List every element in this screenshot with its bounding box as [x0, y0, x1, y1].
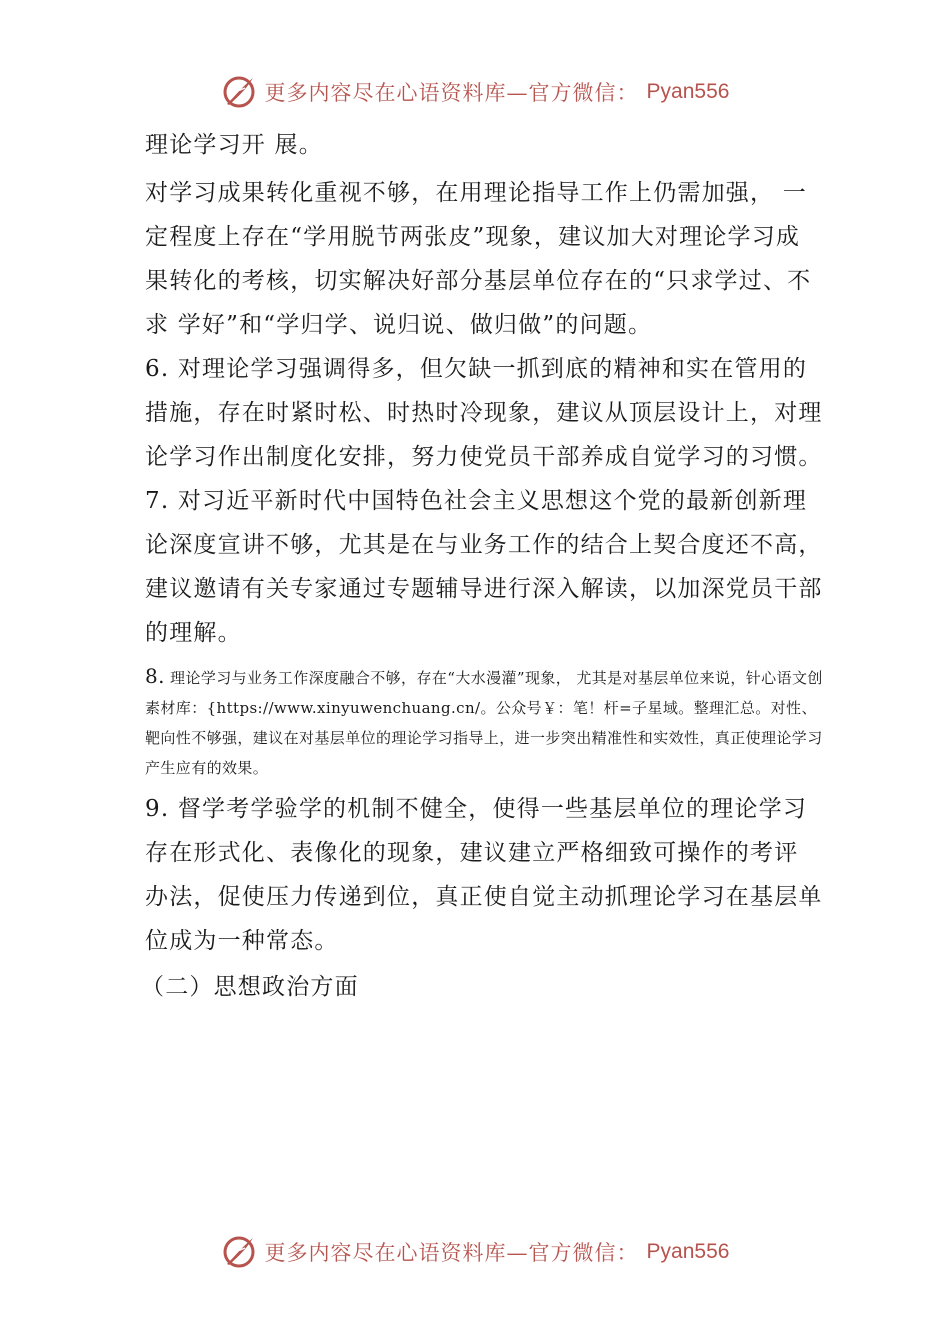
document-body	[141, 123, 832, 1009]
header-banner	[0, 70, 950, 114]
banner-text: 更多内容尽在心语资料库—官方微信：	[264, 1241, 639, 1265]
banner-wechat-id: Pyan556	[646, 80, 730, 103]
footer-banner	[0, 1230, 950, 1274]
paragraph-item-7: 7. 对习近平新时代中国特色社会主义思想这个党的最新创新理论深度宣讲不够，尤其是在与业务工作的结合上契合度还不高， 建议邀请有关专家通过专题辅导进行深入解读，以加深党员干部的理解。	[145, 488, 832, 646]
section-heading: （二）思想政治方面	[141, 974, 359, 1000]
item-8-text: 理论学习与业务工作深度融合不够，存在“大水漫灌”现象， 尤其是对基层单位来说，针心语文创素材库：{https://www.xinyuwenchuang.cn/。公众号￥：笔！杆=子星域。整理汇总。对性、靶向性不够强，建议在对基层单位的理论学习指导上，进一步突出精准性和实效性，真正使理论学习产生应有的效果。	[145, 669, 823, 777]
quill-logo-icon	[221, 74, 257, 110]
item-8-number: 8.	[145, 664, 165, 688]
paragraph-item-5: 对学习成果转化重视不够，在用理论指导工作上仍需加强， 一定程度上存在“学用脱节两张皮”现象，建议加大对理论学习成 果转化的考核，切实解决好部分基层单位存在的“只求学过、不求 学好”和“学归学、说归说、做归做”的问题。	[145, 180, 812, 338]
paragraph-item-9: 9. 督学考学验学的机制不健全，使得一些基层单位的理论学习存在形式化、表像化的现象，建议建立严格细致可操作的考评 办法，促使压力传递到位，真正使自觉主动抓理论学习在基层单 位成为一种常态。	[145, 796, 832, 954]
paragraph-item-8	[145, 661, 825, 783]
quill-logo-icon	[221, 1234, 257, 1270]
banner-text: 更多内容尽在心语资料库—官方微信：	[264, 81, 639, 105]
banner-wechat-id: Pyan556	[646, 1240, 730, 1263]
paragraph-item-6: 6. 对理论学习强调得多，但欠缺一抓到底的精神和实在管用的措施，存在时紧时松、时热时冷现象，建议从顶层设计上，对理论学习作出制度化安排，努力使党员干部养成自觉学习的习惯。	[145, 356, 823, 470]
paragraph-continuation: 理论学习开 展。	[145, 132, 323, 158]
